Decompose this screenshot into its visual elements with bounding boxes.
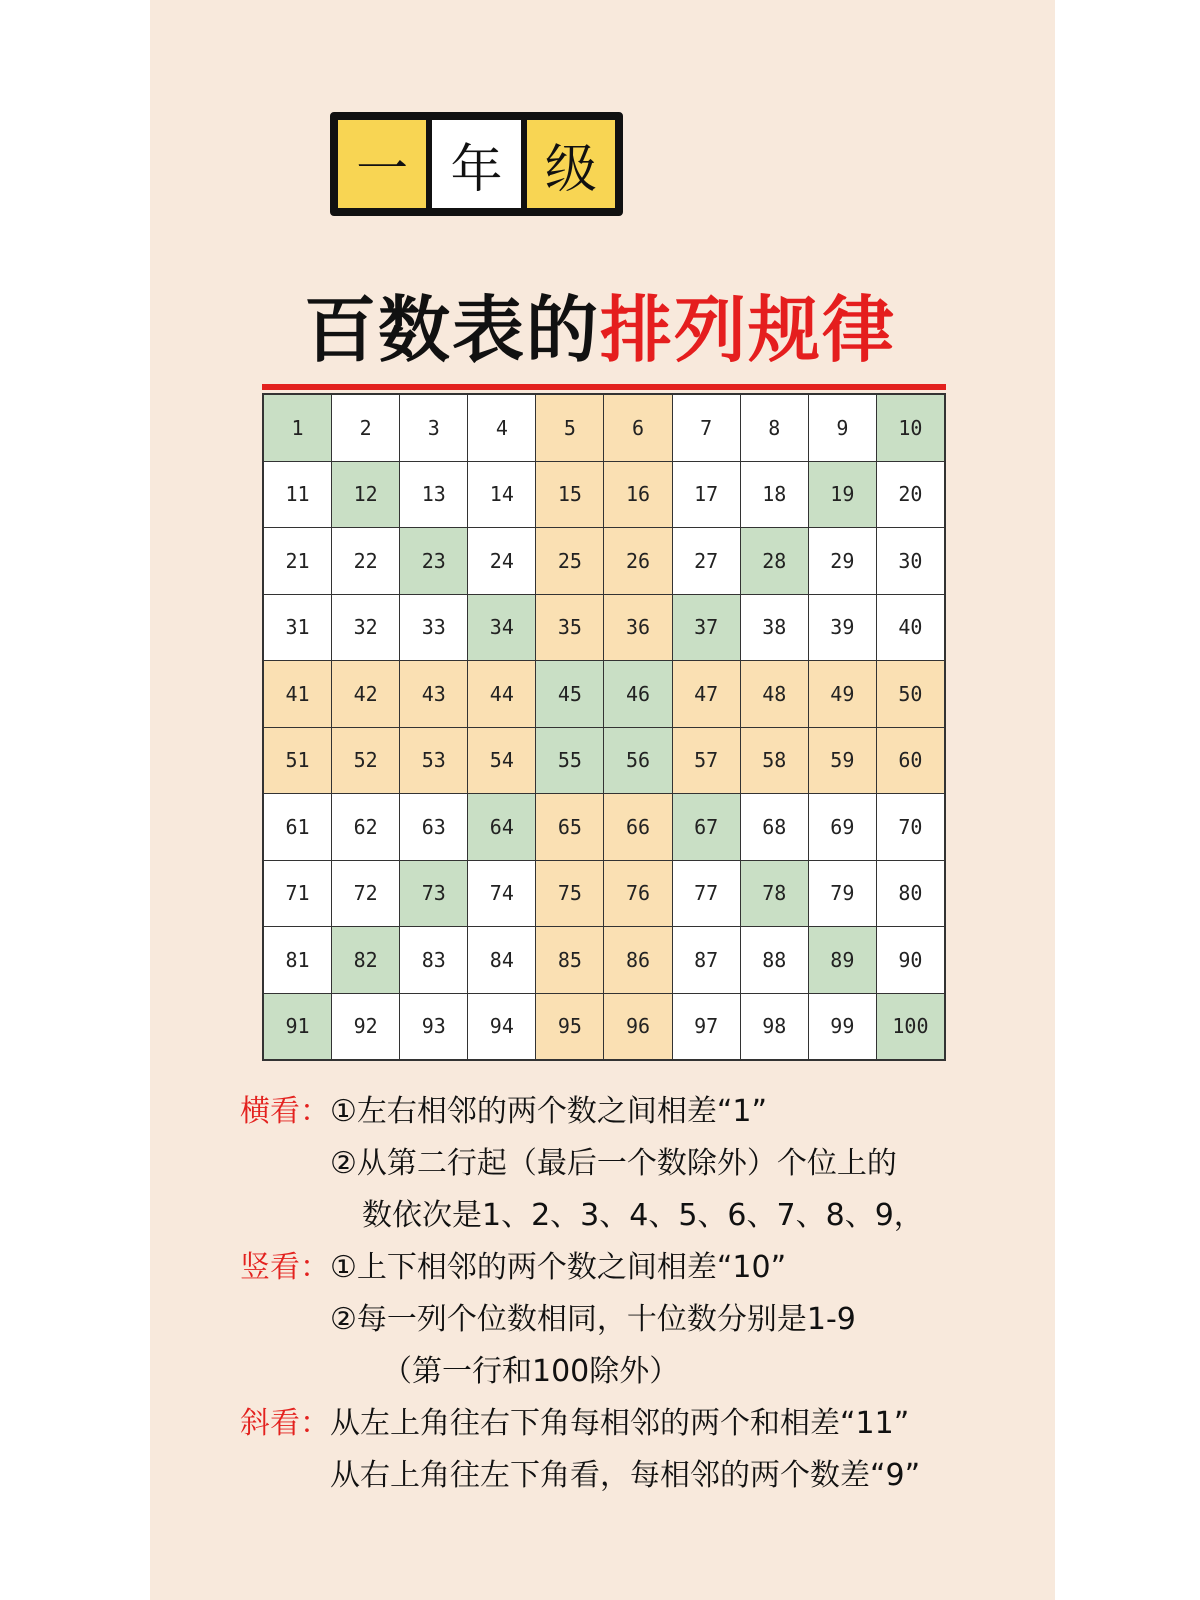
grid-cell: 30 bbox=[877, 528, 944, 594]
grid-cell: 79 bbox=[809, 861, 876, 927]
diagonal-note-1 bbox=[240, 1398, 909, 1450]
grid-cell: 48 bbox=[741, 661, 808, 727]
grid-cell: 36 bbox=[604, 595, 671, 661]
horizontal-text-2b: 数依次是1、2、3、4、5、6、7、8、9， bbox=[362, 1198, 924, 1233]
grid-cell: 78 bbox=[741, 861, 808, 927]
grid-cell: 83 bbox=[400, 927, 467, 993]
grid-cell: 90 bbox=[877, 927, 944, 993]
grid-cell: 31 bbox=[264, 595, 331, 661]
grid-cell: 53 bbox=[400, 728, 467, 794]
grid-cell: 58 bbox=[741, 728, 808, 794]
grid-cell: 28 bbox=[741, 528, 808, 594]
vertical-label: 竖看： bbox=[240, 1250, 330, 1285]
diagonal-label: 斜看： bbox=[240, 1406, 330, 1441]
grid-cell: 94 bbox=[468, 994, 535, 1060]
grid-cell: 67 bbox=[673, 794, 740, 860]
grid-cell: 40 bbox=[877, 595, 944, 661]
grid-cell: 92 bbox=[332, 994, 399, 1060]
grid-cell: 93 bbox=[400, 994, 467, 1060]
grid-cell: 65 bbox=[536, 794, 603, 860]
grid-cell: 77 bbox=[673, 861, 740, 927]
grid-cell: 64 bbox=[468, 794, 535, 860]
grid-cell: 21 bbox=[264, 528, 331, 594]
grid-cell: 68 bbox=[741, 794, 808, 860]
grid-cell: 99 bbox=[809, 994, 876, 1060]
grid-cell: 7 bbox=[673, 395, 740, 461]
grid-cell: 81 bbox=[264, 927, 331, 993]
grid-cell: 75 bbox=[536, 861, 603, 927]
grid-cell: 12 bbox=[332, 462, 399, 528]
grid-cell: 70 bbox=[877, 794, 944, 860]
horizontal-label: 横看： bbox=[240, 1094, 330, 1129]
grid-cell: 63 bbox=[400, 794, 467, 860]
grid-cell: 41 bbox=[264, 661, 331, 727]
grid-cell: 69 bbox=[809, 794, 876, 860]
grid-cell: 57 bbox=[673, 728, 740, 794]
grid-cell: 87 bbox=[673, 927, 740, 993]
grid-cell: 86 bbox=[604, 927, 671, 993]
grid-cell: 56 bbox=[604, 728, 671, 794]
title-underline bbox=[262, 384, 946, 390]
grid-cell: 51 bbox=[264, 728, 331, 794]
grid-cell: 23 bbox=[400, 528, 467, 594]
grid-cell: 46 bbox=[604, 661, 671, 727]
grid-cell: 61 bbox=[264, 794, 331, 860]
grid-cell: 14 bbox=[468, 462, 535, 528]
grid-cell: 73 bbox=[400, 861, 467, 927]
grid-cell: 29 bbox=[809, 528, 876, 594]
vertical-text-2b: （第一行和100除外） bbox=[382, 1354, 680, 1389]
grid-cell: 17 bbox=[673, 462, 740, 528]
grid-cell: 22 bbox=[332, 528, 399, 594]
grid-cell: 82 bbox=[332, 927, 399, 993]
grid-cell: 97 bbox=[673, 994, 740, 1060]
grid-cell: 16 bbox=[604, 462, 671, 528]
grid-cell: 66 bbox=[604, 794, 671, 860]
grid-cell: 1 bbox=[264, 395, 331, 461]
grid-cell: 35 bbox=[536, 595, 603, 661]
grid-cell: 3 bbox=[400, 395, 467, 461]
grid-cell: 34 bbox=[468, 595, 535, 661]
grid-cell: 25 bbox=[536, 528, 603, 594]
horizontal-text-2a: ②从第二行起（最后一个数除外）个位上的 bbox=[330, 1146, 897, 1181]
vertical-note-1 bbox=[240, 1242, 786, 1294]
grid-cell: 72 bbox=[332, 861, 399, 927]
grid-cell: 8 bbox=[741, 395, 808, 461]
grid-cell: 9 bbox=[809, 395, 876, 461]
grid-cell: 49 bbox=[809, 661, 876, 727]
grid-cell: 85 bbox=[536, 927, 603, 993]
badge-char-1: 一 bbox=[338, 120, 426, 208]
grid-cell: 60 bbox=[877, 728, 944, 794]
grid-cell: 37 bbox=[673, 595, 740, 661]
grid-cell: 2 bbox=[332, 395, 399, 461]
grid-cell: 54 bbox=[468, 728, 535, 794]
grid-cell: 24 bbox=[468, 528, 535, 594]
grid-cell: 33 bbox=[400, 595, 467, 661]
grid-cell: 89 bbox=[809, 927, 876, 993]
grid-cell: 26 bbox=[604, 528, 671, 594]
grid-cell: 47 bbox=[673, 661, 740, 727]
title-black: 百数表的 bbox=[303, 288, 600, 372]
grid-cell: 15 bbox=[536, 462, 603, 528]
grid-cell: 20 bbox=[877, 462, 944, 528]
grid-cell: 6 bbox=[604, 395, 671, 461]
grid-cell: 43 bbox=[400, 661, 467, 727]
grid-cell: 38 bbox=[741, 595, 808, 661]
hundred-chart bbox=[262, 393, 946, 1061]
grid-cell: 39 bbox=[809, 595, 876, 661]
horizontal-text-1: ①左右相邻的两个数之间相差“1” bbox=[330, 1094, 768, 1129]
grid-cell: 76 bbox=[604, 861, 671, 927]
grid-cell: 84 bbox=[468, 927, 535, 993]
grid-cell: 19 bbox=[809, 462, 876, 528]
grid-cell: 4 bbox=[468, 395, 535, 461]
badge-char-3: 级 bbox=[527, 120, 615, 208]
grid-cell: 11 bbox=[264, 462, 331, 528]
page-title bbox=[0, 272, 1200, 376]
grid-cell: 42 bbox=[332, 661, 399, 727]
badge-char-2: 年 bbox=[432, 120, 520, 208]
grid-cell: 91 bbox=[264, 994, 331, 1060]
grid-cell: 27 bbox=[673, 528, 740, 594]
grid-cell: 10 bbox=[877, 395, 944, 461]
grid-cell: 98 bbox=[741, 994, 808, 1060]
grid-cell: 80 bbox=[877, 861, 944, 927]
diagonal-text-2: 从右上角往左下角看，每相邻的两个数差“9” bbox=[330, 1458, 921, 1493]
grid-cell: 55 bbox=[536, 728, 603, 794]
grid-cell: 13 bbox=[400, 462, 467, 528]
grade-badge bbox=[330, 112, 623, 216]
grid-cell: 88 bbox=[741, 927, 808, 993]
grid-cell: 74 bbox=[468, 861, 535, 927]
vertical-text-2a: ②每一列个位数相同，十位数分别是1-9 bbox=[330, 1302, 856, 1337]
title-red: 排列规律 bbox=[600, 288, 897, 372]
grid-cell: 32 bbox=[332, 595, 399, 661]
grid-cell: 45 bbox=[536, 661, 603, 727]
grid-cell: 50 bbox=[877, 661, 944, 727]
grid-cell: 44 bbox=[468, 661, 535, 727]
grid-cell: 62 bbox=[332, 794, 399, 860]
grid-cell: 96 bbox=[604, 994, 671, 1060]
grid-cell: 100 bbox=[877, 994, 944, 1060]
grid-cell: 95 bbox=[536, 994, 603, 1060]
diagonal-text-1: 从左上角往右下角每相邻的两个和相差“11” bbox=[330, 1406, 910, 1441]
vertical-text-1: ①上下相邻的两个数之间相差“10” bbox=[330, 1250, 787, 1285]
grid-cell: 5 bbox=[536, 395, 603, 461]
grid-cell: 18 bbox=[741, 462, 808, 528]
grid-cell: 59 bbox=[809, 728, 876, 794]
horizontal-note-1 bbox=[240, 1086, 767, 1138]
grid-cell: 71 bbox=[264, 861, 331, 927]
grid-cell: 52 bbox=[332, 728, 399, 794]
